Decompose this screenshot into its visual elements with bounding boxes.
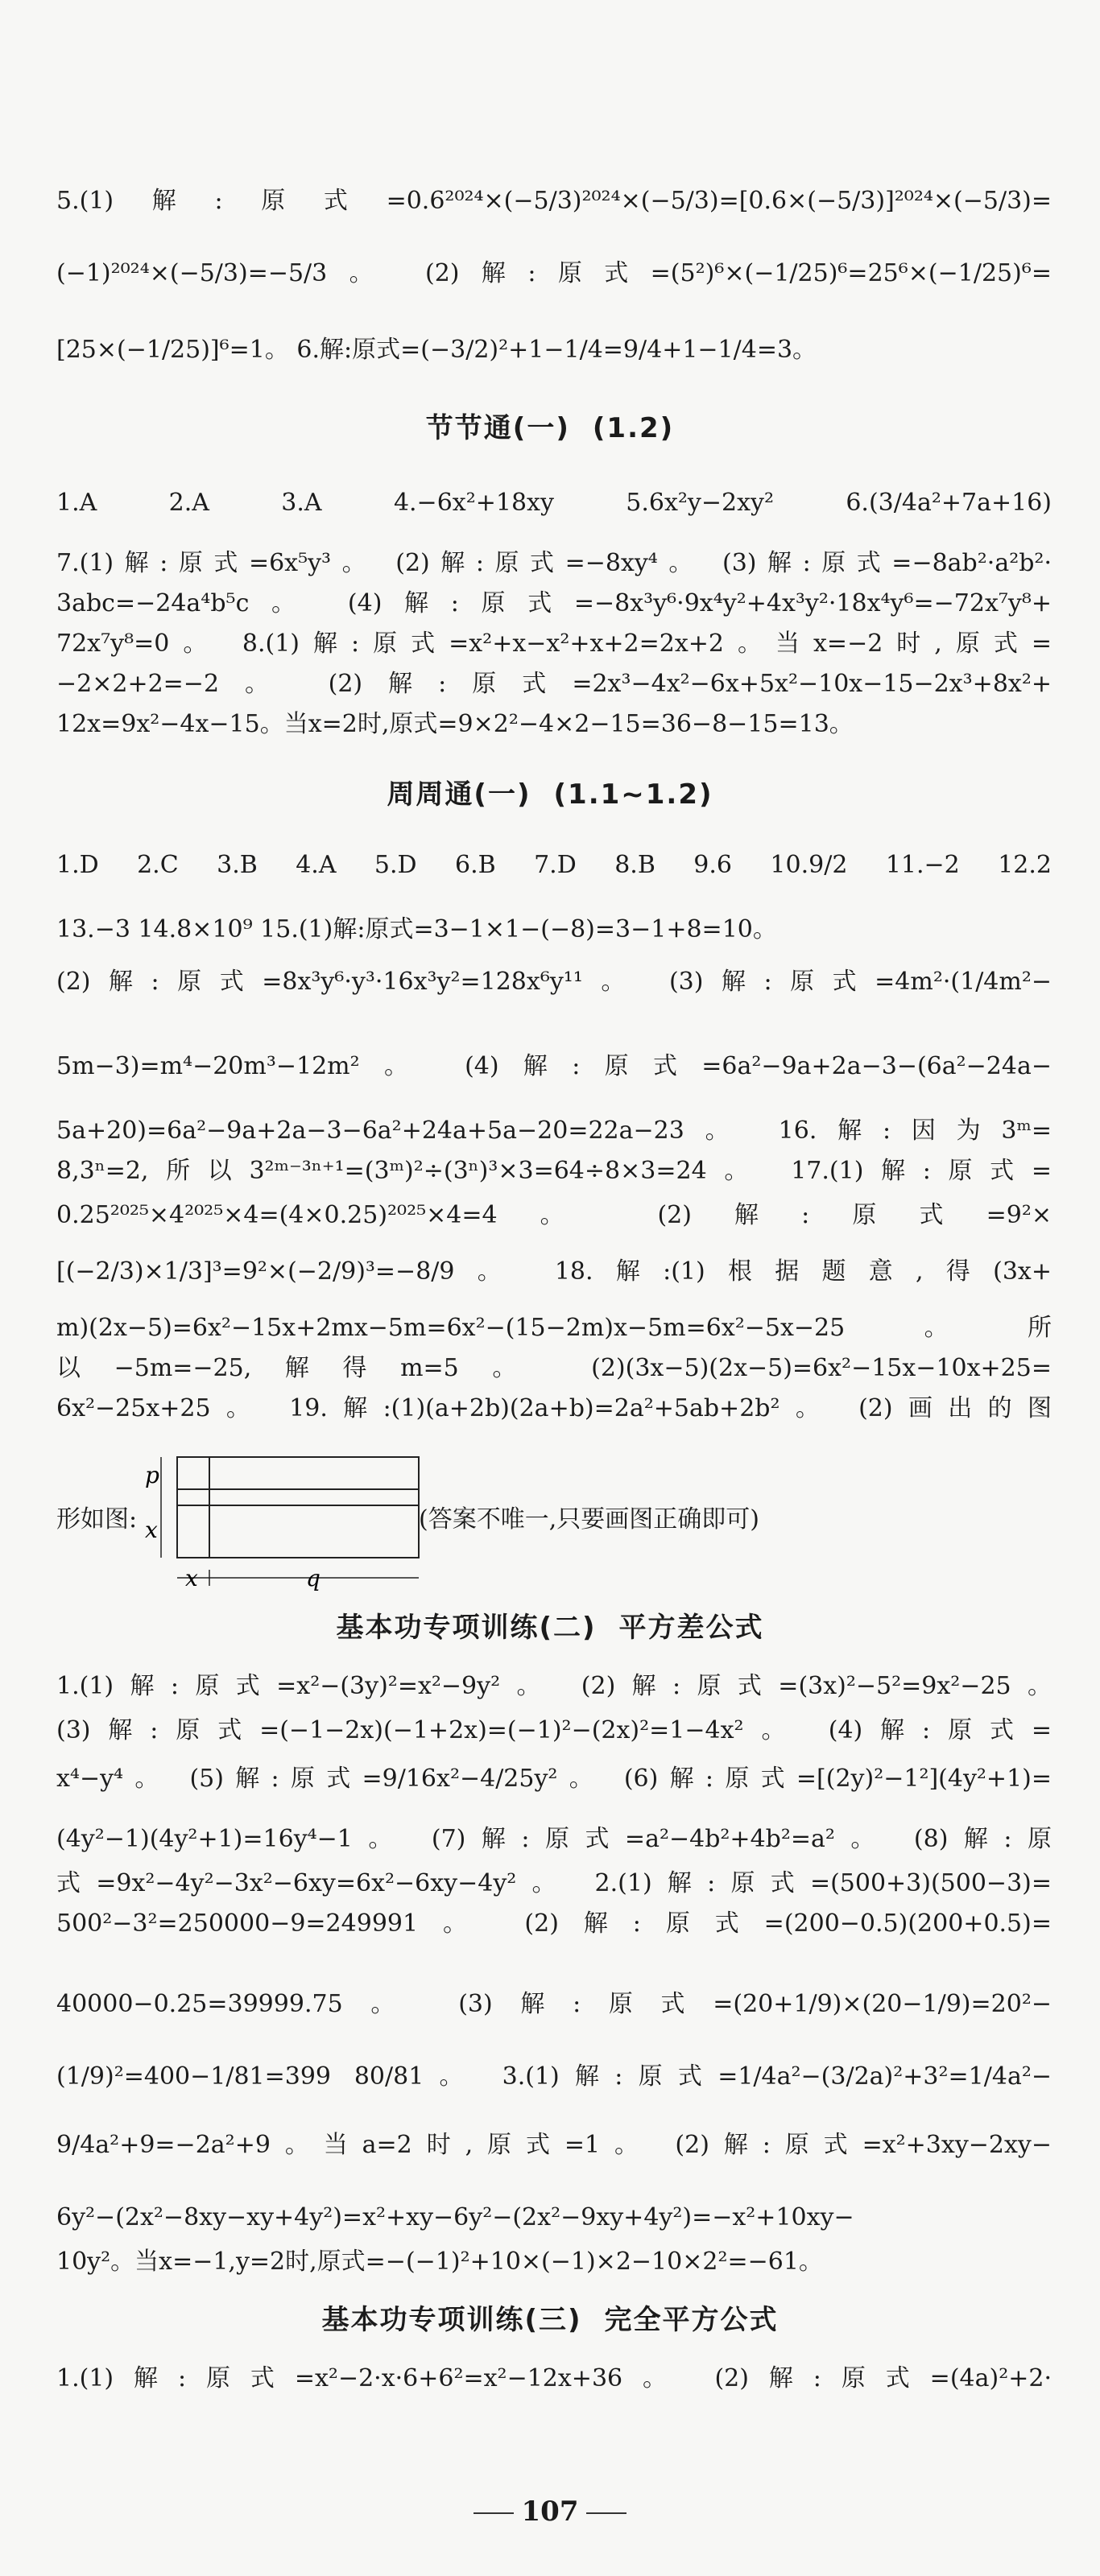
text-line: 5a+20)=6a²−9a+2a−3−6a²+24a+5a−20=22a−23。 16.解:因为3ᵐ=	[56, 1117, 1052, 1145]
label-x: x	[145, 1517, 158, 1543]
heading-title: 基本功专项训练(三)	[321, 2304, 582, 2336]
text-line: 10y²。当x=−1,y=2时,原式=−(−1)²+10×(−1)×2−10×2²=−61。	[56, 2248, 823, 2276]
text-line: 6x²−25x+25。 19.解:(1)(a+2b)(2a+b)=2a²+5ab+2b²。 (2)画出的图	[56, 1394, 1052, 1422]
text-line: 8,3ⁿ=2,所以3²ᵐ⁻³ⁿ⁺¹=(3ᵐ)²÷(3ⁿ)³×3=64÷8×3=24。 17.(1)解:原式=	[56, 1157, 1052, 1185]
section-heading	[0, 777, 1100, 812]
section-heading	[0, 1610, 1100, 1645]
text-line: 1.A 2.A 3.A 4.−6x²+18xy 5.6x²y−2xy² 6.(3/4a²+7a+16)	[56, 489, 1052, 517]
text-line: 1.(1)解:原式=x²−2·x·6+6²=x²−12x+36。 (2)解:原式=(4a)²+2·	[56, 2364, 1052, 2392]
text-line: 式=9x²−4y²−3x²−6xy=6x²−6xy−4y²。 2.(1)解:原式=(500+3)(500−3)=	[56, 1869, 1052, 1897]
text-line: 9/4a²+9=−2a²+9。当a=2时,原式=1。 (2)解:原式=x²+3xy−2xy−	[56, 2131, 1052, 2159]
text-line: 0.25²⁰²⁵×4²⁰²⁵×4=(4×0.25)²⁰²⁵×4=4。 (2)解:原式=9²×	[56, 1201, 1052, 1229]
heading-title: 周周通(一)	[387, 778, 531, 811]
text-line: 40000−0.25=39999.75。 (3)解:原式=(20+1/9)×(20−1/9)=20²−	[56, 1990, 1052, 2018]
text-line: [25×(−1/25)]⁶=1。 6.解:原式=(−3/2)²+1−1/4=9/4+1−1/4=3。	[56, 336, 817, 364]
text-line: (2)解:原式=8x³y⁶·y³·16x³y²=128x⁶y¹¹。 (3)解:原式=4m²·(1/4m²−	[56, 968, 1052, 996]
text-line: m)(2x−5)=6x²−15x+2mx−5m=6x²−(15−2m)x−5m=6x²−5x−25。所	[56, 1314, 1052, 1342]
page-number-row	[0, 2496, 1100, 2528]
outer-rectangle	[177, 1457, 419, 1558]
text-line: 5.(1)解:原式=0.6²⁰²⁴×(−5/3)²⁰²⁴×(−5/3)=[0.6×(−5/3)]²⁰²⁴×(−5/3)=	[56, 187, 1052, 215]
label-x-bottom: x	[185, 1565, 198, 1591]
heading-range: (1.1~1.2)	[553, 778, 713, 811]
dash-decoration	[586, 2512, 627, 2514]
text-line: 5m−3)=m⁴−20m³−12m²。 (4)解:原式=6a²−9a+2a−3−(6a²−24a−	[56, 1052, 1052, 1080]
text-line: 12x=9x²−4x−15。当x=2时,原式=9×2²−4×2−15=36−8−15=13。	[56, 710, 854, 738]
text-line: 7.(1)解:原式=6x⁵y³。 (2)解:原式=−8xy⁴。 (3)解:原式=−8ab²·a²b²·	[56, 549, 1052, 577]
figure-caption: 形如图:	[56, 1505, 138, 1534]
text-line: 500²−3²=250000−9=249991。 (2)解:原式=(200−0.5)(200+0.5)=	[56, 1909, 1052, 1938]
heading-subtitle: 完全平方公式	[604, 2304, 779, 2336]
label-p: p	[145, 1462, 159, 1488]
text-line: (3)解:原式=(−1−2x)(−1+2x)=(−1)²−(2x)²=1−4x²。 (4)解:原式=	[56, 1716, 1052, 1744]
page-number: 107	[521, 2496, 579, 2528]
text-line: 1.(1)解:原式=x²−(3y)²=x²−9y²。 (2)解:原式=(3x)²−5²=9x²−25。	[56, 1672, 1052, 1700]
text-line: (1/9)²=400−1/81=399 80/81。 3.(1)解:原式=1/4a²−(3/2a)²+3²=1/4a²−	[56, 2062, 1052, 2091]
text-line: [(−2/3)×1/3]³=9²×(−2/9)³=−8/9。 18.解:(1)根据题意,得(3x+	[56, 1257, 1052, 1286]
text-line: −2×2+2=−2。 (2)解:原式=2x³−4x²−6x+5x²−10x−15−2x³+8x²+	[56, 670, 1052, 698]
dash-decoration	[473, 2512, 514, 2514]
text-line: 以−5m=−25,解得m=5。 (2)(3x−5)(2x−5)=6x²−15x−10x+25=	[56, 1354, 1052, 1382]
heading-title: 基本功专项训练(二)	[336, 1612, 597, 1644]
text-line: (4y²−1)(4y²+1)=16y⁴−1。 (7)解:原式=a²−4b²+4b²=a²。 (8)解:原	[56, 1825, 1052, 1853]
text-line: 3abc=−24a⁴b⁵c。 (4)解:原式=−8x³y⁶·9x⁴y²+4x³y²·18x⁴y⁶=−72x⁷y⁸+	[56, 589, 1052, 617]
section-heading	[0, 2302, 1100, 2338]
text-line: 1.D 2.C 3.B 4.A 5.D 6.B 7.D 8.B 9.6 10.9/2 11.−2 12.2	[56, 851, 1052, 879]
heading-range: (1.2)	[592, 412, 675, 444]
text-line: 6y²−(2x²−8xy−xy+4y²)=x²+xy−6y²−(2x²−9xy+4y²)=−x²+10xy−	[56, 2203, 854, 2231]
figure-note: (答案不唯一,只要画图正确即可)	[419, 1505, 759, 1534]
section-heading	[0, 411, 1100, 446]
heading-title: 节节通(一)	[425, 412, 570, 444]
text-line: 13.−3 14.8×10⁹ 15.(1)解:原式=3−1×1−(−8)=3−1+8=10。	[56, 915, 777, 943]
heading-subtitle: 平方差公式	[618, 1612, 764, 1644]
text-line: x⁴−y⁴。 (5)解:原式=9/16x²−4/25y²。 (6)解:原式=[(2y)²−1²](4y²+1)=	[56, 1765, 1052, 1793]
label-q: q	[306, 1565, 320, 1591]
text-line: 72x⁷y⁸=0。 8.(1)解:原式=x²+x−x²+x+2=2x+2。当x=−2时,原式=	[56, 630, 1052, 658]
text-line: (−1)²⁰²⁴×(−5/3)=−5/3。 (2)解:原式=(5²)⁶×(−1/25)⁶=25⁶×(−1/25)⁶=	[56, 259, 1052, 287]
